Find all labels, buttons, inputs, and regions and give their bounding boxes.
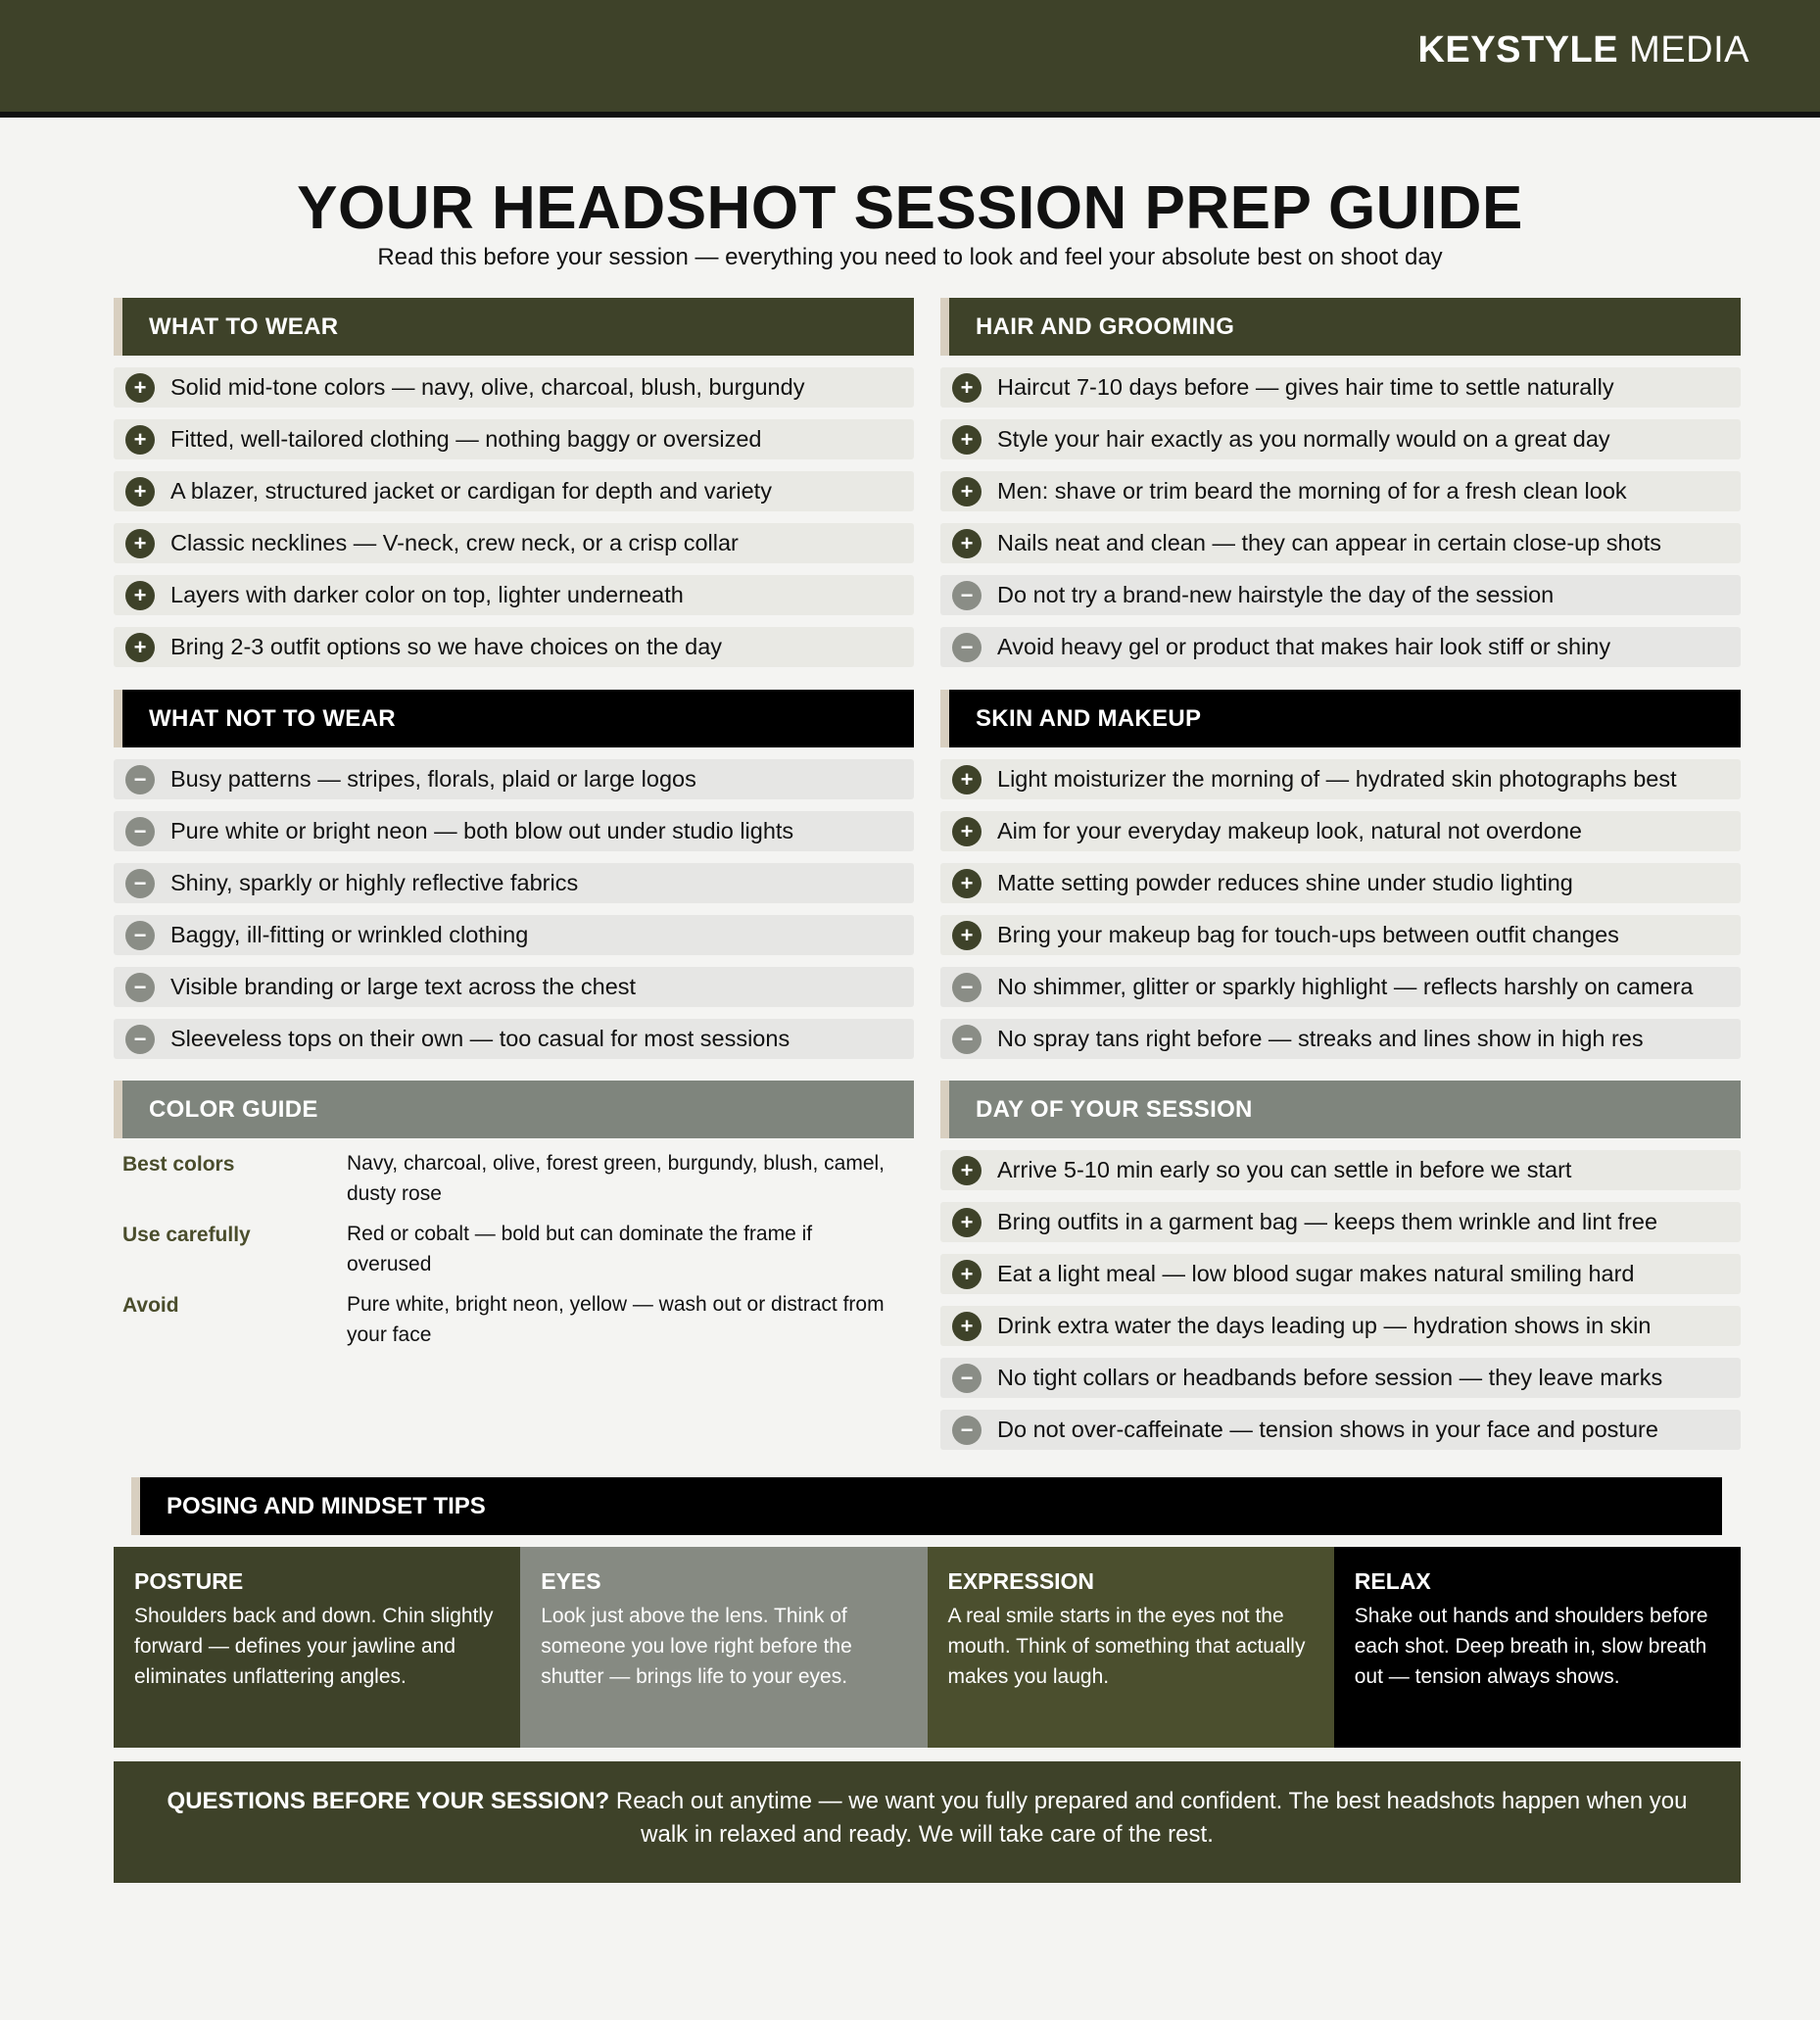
list-item xyxy=(114,471,914,511)
minus-icon: − xyxy=(125,921,155,950)
tip-body: A real smile starts in the eyes not the mouth. Think of something that actually makes you laugh. xyxy=(947,1605,1306,1688)
section-title: SKIN AND MAKEUP xyxy=(976,704,1202,732)
color-row-value: Red or cobalt — bold but can dominate the frame if overused xyxy=(347,1223,813,1275)
plus-icon: + xyxy=(952,1208,982,1237)
color-row-value: Navy, charcoal, olive, forest green, burgundy, blush, camel, dusty rose xyxy=(347,1152,885,1205)
item-text: Sleeveless tops on their own — too casual for most sessions xyxy=(170,1026,790,1051)
item-text: Visible branding or large text across the chest xyxy=(170,974,637,999)
color-row-value: Pure white, bright neon, yellow — wash out or distract from your face xyxy=(347,1293,885,1346)
plus-icon: + xyxy=(125,373,155,403)
what-to-wear-section xyxy=(114,298,914,679)
minus-icon: − xyxy=(952,633,982,662)
minus-icon: − xyxy=(952,581,982,610)
list-item xyxy=(940,759,1741,799)
section-header xyxy=(940,298,1741,356)
what-not-to-wear-section xyxy=(114,690,914,1071)
list-item xyxy=(940,1306,1741,1346)
item-text: Drink extra water the days leading up — hydration shows in skin xyxy=(997,1313,1652,1338)
list-item xyxy=(940,1254,1741,1294)
list-item xyxy=(940,1410,1741,1450)
color-row xyxy=(122,1152,914,1209)
plus-icon: + xyxy=(125,529,155,558)
section-title: COLOR GUIDE xyxy=(149,1095,318,1123)
item-text: Bring 2-3 outfit options so we have choices on the day xyxy=(170,634,723,659)
color-row xyxy=(122,1223,914,1279)
list-item xyxy=(114,967,914,1007)
item-text: Do not over-caffeinate — tension shows in your face and posture xyxy=(997,1417,1658,1442)
list-item xyxy=(940,1019,1741,1059)
plus-icon: + xyxy=(952,373,982,403)
color-row-label: Avoid xyxy=(122,1294,179,1317)
plus-icon: + xyxy=(125,477,155,506)
list-item xyxy=(940,1150,1741,1190)
list-item xyxy=(114,523,914,563)
color-row-label: Use carefully xyxy=(122,1224,251,1246)
list-item xyxy=(114,367,914,408)
item-text: Solid mid-tone colors — navy, olive, charcoal, blush, burgundy xyxy=(170,374,805,400)
top-banner xyxy=(0,0,1820,118)
day-of-session-section xyxy=(940,1081,1741,1462)
item-text: No tight collars or headbands before session — they leave marks xyxy=(997,1365,1663,1390)
brand-name-bold: KEYSTYLE xyxy=(1417,29,1619,71)
list-item xyxy=(940,627,1741,667)
list-item xyxy=(940,523,1741,563)
plus-icon: + xyxy=(952,817,982,846)
item-text: Arrive 5-10 min early so you can settle in before we start xyxy=(997,1157,1572,1182)
list-item xyxy=(940,1358,1741,1398)
list-item xyxy=(940,863,1741,903)
item-text: Bring your makeup bag for touch-ups between outfit changes xyxy=(997,922,1619,947)
tip-posture xyxy=(114,1547,520,1748)
item-text: Busy patterns — stripes, florals, plaid or large logos xyxy=(170,766,696,792)
item-text: Light moisturizer the morning of — hydrated skin photographs best xyxy=(997,766,1677,792)
tip-expression xyxy=(928,1547,1334,1748)
item-text: Fitted, well-tailored clothing — nothing baggy or oversized xyxy=(170,426,762,452)
brand-logo xyxy=(1417,29,1749,72)
list-item xyxy=(114,915,914,955)
plus-icon: + xyxy=(125,633,155,662)
footer-heading: QUESTIONS BEFORE YOUR SESSION? xyxy=(167,1788,610,1814)
color-row xyxy=(122,1293,914,1350)
list-item xyxy=(114,419,914,459)
tip-title: POSTURE xyxy=(134,1568,244,1594)
color-guide-section xyxy=(114,1081,914,1364)
section-title: HAIR AND GROOMING xyxy=(976,313,1235,340)
item-text: Eat a light meal — low blood sugar makes natural smiling hard xyxy=(997,1261,1635,1286)
item-text: Layers with darker color on top, lighter underneath xyxy=(170,582,684,607)
minus-icon: − xyxy=(952,973,982,1002)
item-text: Style your hair exactly as you normally would on a great day xyxy=(997,426,1610,452)
minus-icon: − xyxy=(125,869,155,898)
item-text: Avoid heavy gel or product that makes hair look stiff or shiny xyxy=(997,634,1611,659)
item-text: Matte setting powder reduces shine under studio lighting xyxy=(997,870,1573,895)
item-text: Pure white or bright neon — both blow out under studio lights xyxy=(170,818,794,843)
minus-icon: − xyxy=(952,1025,982,1054)
footer-text: Reach out anytime — we want you fully prepared and confident. The best headshots happen when you walk in relaxed and ready. We will take care of the rest. xyxy=(615,1788,1688,1848)
list-item xyxy=(940,967,1741,1007)
plus-icon: + xyxy=(952,477,982,506)
posing-tips-grid xyxy=(114,1547,1741,1748)
section-header xyxy=(114,298,914,356)
tip-title: RELAX xyxy=(1354,1568,1431,1594)
minus-icon: − xyxy=(952,1364,982,1393)
plus-icon: + xyxy=(952,921,982,950)
plus-icon: + xyxy=(952,869,982,898)
item-text: Bring outfits in a garment bag — keeps them wrinkle and lint free xyxy=(997,1209,1658,1234)
tip-eyes xyxy=(520,1547,927,1748)
minus-icon: − xyxy=(952,1416,982,1445)
page-title: YOUR HEADSHOT SESSION PREP GUIDE xyxy=(297,174,1523,242)
list-item xyxy=(940,811,1741,851)
section-title: POSING AND MINDSET TIPS xyxy=(167,1492,486,1519)
list-item xyxy=(114,863,914,903)
hair-grooming-section xyxy=(940,298,1741,679)
section-title: DAY OF YOUR SESSION xyxy=(976,1095,1253,1123)
posing-section-header xyxy=(131,1477,1722,1535)
item-text: Baggy, ill-fitting or wrinkled clothing xyxy=(170,922,529,947)
plus-icon: + xyxy=(952,1156,982,1185)
plus-icon: + xyxy=(952,529,982,558)
list-item xyxy=(114,627,914,667)
plus-icon: + xyxy=(952,765,982,794)
tip-title: EYES xyxy=(541,1568,601,1594)
tip-title: EXPRESSION xyxy=(947,1568,1095,1594)
page-subtitle: Read this before your session — everything you need to look and feel your absolute best on shoot day xyxy=(377,244,1443,270)
list-item xyxy=(940,575,1741,615)
tip-body: Shake out hands and shoulders before each shot. Deep breath in, slow breath out — tension always shows. xyxy=(1354,1605,1708,1688)
item-text: No shimmer, glitter or sparkly highlight — reflects harshly on camera xyxy=(997,974,1694,999)
skin-makeup-section xyxy=(940,690,1741,1071)
plus-icon: + xyxy=(952,1260,982,1289)
list-item xyxy=(114,759,914,799)
questions-footer xyxy=(114,1761,1741,1883)
tip-body: Shoulders back and down. Chin slightly forward — defines your jawline and eliminates unflattering angles. xyxy=(134,1605,494,1688)
minus-icon: − xyxy=(125,817,155,846)
plus-icon: + xyxy=(952,1312,982,1341)
item-text: Haircut 7-10 days before — gives hair time to settle naturally xyxy=(997,374,1614,400)
minus-icon: − xyxy=(125,1025,155,1054)
section-header xyxy=(940,1081,1741,1138)
item-text: Aim for your everyday makeup look, natural not overdone xyxy=(997,818,1582,843)
item-text: A blazer, structured jacket or cardigan for depth and variety xyxy=(170,478,772,504)
tip-body: Look just above the lens. Think of someone you love right before the shutter — brings life to your eyes. xyxy=(541,1605,852,1688)
item-text: No spray tans right before — streaks and lines show in high res xyxy=(997,1026,1644,1051)
minus-icon: − xyxy=(125,765,155,794)
tip-relax xyxy=(1334,1547,1741,1748)
plus-icon: + xyxy=(952,425,982,455)
list-item xyxy=(940,419,1741,459)
plus-icon: + xyxy=(125,425,155,455)
list-item xyxy=(114,575,914,615)
minus-icon: − xyxy=(125,973,155,1002)
list-item xyxy=(940,1202,1741,1242)
item-text: Nails neat and clean — they can appear in certain close-up shots xyxy=(997,530,1661,555)
item-text: Shiny, sparkly or highly reflective fabrics xyxy=(170,870,579,895)
section-header xyxy=(940,690,1741,747)
list-item xyxy=(940,915,1741,955)
section-title: WHAT TO WEAR xyxy=(149,313,339,340)
section-header xyxy=(114,1081,914,1138)
item-text: Classic necklines — V-neck, crew neck, or a crisp collar xyxy=(170,530,739,555)
list-item xyxy=(940,471,1741,511)
list-item xyxy=(940,367,1741,408)
item-text: Men: shave or trim beard the morning of for a fresh clean look xyxy=(997,478,1627,504)
list-item xyxy=(114,811,914,851)
item-text: Do not try a brand-new hairstyle the day of the session xyxy=(997,582,1555,607)
brand-name-light: MEDIA xyxy=(1629,29,1749,71)
section-header xyxy=(114,690,914,747)
list-item xyxy=(114,1019,914,1059)
color-row-label: Best colors xyxy=(122,1153,235,1176)
plus-icon: + xyxy=(125,581,155,610)
section-title: WHAT NOT TO WEAR xyxy=(149,704,396,732)
